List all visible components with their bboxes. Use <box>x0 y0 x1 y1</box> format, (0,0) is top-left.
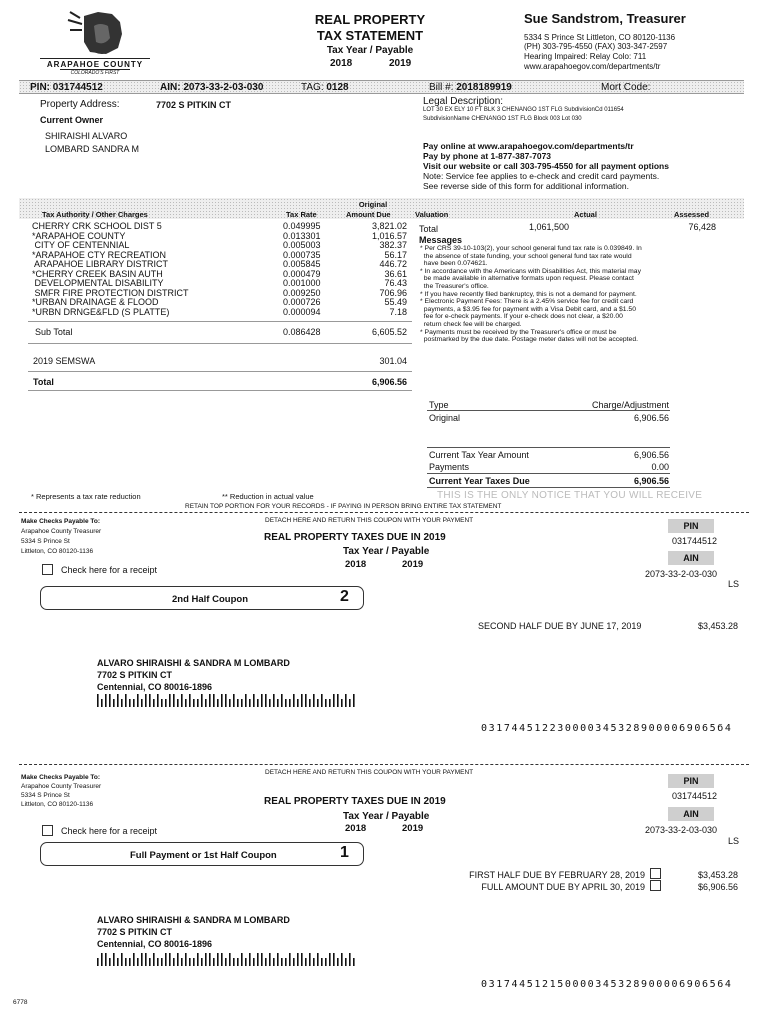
statement-title-1: REAL PROPERTY <box>314 12 426 27</box>
tax-rows <box>0 221 420 316</box>
message-line: the absence of state funding, your school general fund tax rate would <box>420 252 632 260</box>
th-amount-due: Amount Due <box>346 210 391 219</box>
message-line: be made available in alternative formats upon request. Please contact <box>420 275 634 283</box>
current-year-amount: 6,906.56 <box>633 450 669 460</box>
c1-first-half-line: FIRST HALF DUE BY FEBRUARY 28, 2019 <box>469 870 645 880</box>
c1-coupon-number: 1 <box>340 844 349 861</box>
c1-payee-1: Arapahoe County Treasurer <box>21 783 102 790</box>
c1-ain: 2073-33-2-03-030 <box>644 825 717 835</box>
c2-ain-label: AIN <box>668 551 714 565</box>
owner-2: LOMBARD SANDRA M <box>45 144 140 154</box>
message-line: payments, a $3.95 fee for payment with a Visa Debit card, and a $1.50 <box>420 305 636 313</box>
payments-amount: 0.00 <box>651 462 669 472</box>
ain-text: AIN: 2073-33-2-03-030 <box>160 82 264 93</box>
property-address-label: Property Address: <box>40 99 120 110</box>
c1-ain-label: AIN <box>668 807 714 821</box>
row-authority: DEVELOPMENTAL DISABILITY <box>32 278 164 288</box>
row-amount: 3,821.02 <box>371 221 407 231</box>
form-number: 6778 <box>13 999 28 1006</box>
c2-year-label: Tax Year / Payable <box>343 546 430 557</box>
adjust-due-line <box>427 473 670 474</box>
c1-receipt-checkbox[interactable] <box>42 825 53 836</box>
row-rate: 0.001000 <box>283 278 321 288</box>
semswa-amount: 301.04 <box>379 356 407 366</box>
c2-postal-barcode <box>97 694 359 707</box>
table-row <box>0 221 420 231</box>
c2-year-1: 2018 <box>345 559 367 570</box>
rate-reduction-note: * Represents a tax rate reduction <box>31 492 141 501</box>
bill-label: Bill #: <box>429 82 454 93</box>
bill-value: 2018189919 <box>456 82 512 93</box>
subtotal-label: Sub Total <box>35 327 73 337</box>
valuation-actual: 1,061,500 <box>529 222 570 232</box>
c1-full-amount: $6,906.56 <box>697 882 738 892</box>
message-line: * Electronic Payment Fees: There is a 2.45% service fee for credit card <box>420 298 634 306</box>
row-rate: 0.009250 <box>283 287 321 298</box>
treasurer-name: Sue Sandstrom, Treasurer <box>524 11 686 26</box>
valuation-total-label: Total <box>419 224 439 234</box>
row-authority: *ARAPAHOE COUNTY <box>32 230 126 241</box>
table-row <box>0 240 420 250</box>
table-row <box>0 269 420 279</box>
only-notice: THIS IS THE ONLY NOTICE THAT YOU WILL RECEIVE <box>437 490 703 501</box>
ain-number <box>160 82 263 93</box>
message-line: postmarked by the due date. Postage meter dates will not be accepted. <box>420 336 639 344</box>
statement-title-2: TAX STATEMENT <box>316 28 424 43</box>
row-authority: CITY OF CENTENNIAL <box>32 240 130 250</box>
tag-label: TAG: <box>301 82 324 93</box>
th-rate: Tax Rate <box>286 210 317 219</box>
c2-receipt-checkbox[interactable] <box>42 564 53 575</box>
c1-coupon-label: Full Payment or 1st Half Coupon <box>130 850 277 861</box>
tax-year: 2018 <box>330 58 353 69</box>
c2-mail-city: Centennial, CO 80016-1896 <box>97 682 213 692</box>
barcode-icon <box>97 694 359 707</box>
c1-first-half-amount: $3,453.28 <box>697 870 738 880</box>
c1-full-amount-line: FULL AMOUNT DUE BY APRIL 30, 2019 <box>481 882 645 892</box>
c2-detach: DETACH HERE AND RETURN THIS COUPON WITH YOUR PAYMENT <box>265 517 474 524</box>
row-rate: 0.013301 <box>283 230 321 241</box>
legal-description-1: LOT 30 EX ELY 10 FT BLK 3 CHENANGO 1ST FLG SubdivisionCd 011654 <box>423 107 624 113</box>
c2-coupon-number: 2 <box>340 588 349 605</box>
row-amount: 55.49 <box>384 297 407 307</box>
c1-ls: LS <box>728 836 740 846</box>
c2-mail-name: ALVARO SHIRAISHI & SANDRA M LOMBARD <box>97 658 290 668</box>
row-rate: 0.000735 <box>283 249 321 260</box>
row-amount: 76.43 <box>384 278 407 288</box>
c2-due-line: SECOND HALF DUE BY JUNE 17, 2019 <box>478 621 642 631</box>
semswa-label: 2019 SEMSWA <box>33 356 96 366</box>
message-line: fee for e-check payments. If your e-check does not clear, a $20.00 <box>420 313 623 321</box>
row-authority: *URBN DRNGE&FLD (S PLATTE) <box>32 306 170 317</box>
subtotal-amount: 6,605.52 <box>371 327 407 337</box>
legal-description-2: SubdivisionName CHENANGO 1ST FLG Block 003 Lot 030 <box>423 116 582 122</box>
c2-ls: LS <box>728 579 740 589</box>
table-row <box>0 288 420 298</box>
c2-scanline: 0317445122300003453289000069065б4 <box>481 723 733 734</box>
c1-payee-2: 5334 S Prince St <box>21 792 70 799</box>
table-row <box>0 231 420 241</box>
messages-label: Messages <box>419 235 463 245</box>
payments-label: Payments <box>429 462 470 472</box>
barcode-icon <box>97 953 359 966</box>
message-line: have been 0.074621. <box>420 260 488 268</box>
c1-year-1: 2018 <box>345 823 367 834</box>
c1-mail-name: ALVARO SHIRAISHI & SANDRA M LOMBARD <box>97 915 290 925</box>
table-row <box>0 297 420 307</box>
c1-payable-to: Make Checks Payable To: <box>21 774 100 781</box>
c1-title: REAL PROPERTY TAXES DUE IN 2019 <box>264 796 446 807</box>
tax-year-label: Tax Year / Payable <box>326 45 414 56</box>
c1-mail-street: 7702 S PITKIN CT <box>97 927 173 937</box>
c2-pin: 031744512 <box>671 536 717 546</box>
treasurer-hearing: Hearing Impaired: Relay Colo: 711 <box>524 52 647 61</box>
th-valuation: Valuation <box>415 210 449 219</box>
row-amount: 446.72 <box>379 259 407 269</box>
total-label: Total <box>33 377 54 387</box>
message-line: * Payments must be received by the Treasurer's office or must be <box>420 328 617 336</box>
row-rate: 0.000094 <box>283 306 321 317</box>
table-row <box>0 259 420 269</box>
actual-reduction-note: ** Reduction in actual value <box>222 492 314 501</box>
table-row <box>0 278 420 288</box>
total-line <box>28 371 412 372</box>
c1-detach: DETACH HERE AND RETURN THIS COUPON WITH YOUR PAYMENT <box>265 769 474 776</box>
payable-year: 2019 <box>389 58 412 69</box>
current-owner-label: Current Owner <box>40 115 104 125</box>
th-authority: Tax Authority / Other Charges <box>42 210 148 219</box>
row-authority: *URBAN DRAINAGE & FLOOD <box>32 297 159 307</box>
row-amount: 56.17 <box>384 249 407 260</box>
th-actual: Actual <box>574 210 597 219</box>
row-authority: CHERRY CRK SCHOOL DIST 5 <box>32 221 162 231</box>
row-amount: 7.18 <box>389 306 407 317</box>
pay-online: Pay online at www.arapahoegov.com/departments/tr <box>423 141 634 151</box>
message-line: the Treasurer's office. <box>420 282 489 290</box>
arapahoe-logo <box>40 8 150 76</box>
adjust-bottom-line <box>427 487 670 488</box>
c2-payable-to: Make Checks Payable To: <box>21 518 100 525</box>
semswa-line <box>28 343 412 344</box>
message-line: * If you have recently filed bankruptcy, this is not a demand for payment. <box>420 290 637 298</box>
row-rate: 0.000726 <box>283 297 321 307</box>
c2-ain: 2073-33-2-03-030 <box>644 569 717 579</box>
c1-postal-barcode <box>97 953 359 966</box>
subtotal-rate: 0.086428 <box>283 327 321 337</box>
adjust-charge-label: Charge/Adjustment <box>591 400 669 410</box>
adjust-original-label: Original <box>429 413 461 423</box>
message-line: * In accordance with the Americans with Disabilities Act, this material may <box>420 267 641 275</box>
c1-receipt-label: Check here for a receipt <box>61 826 158 836</box>
row-amount: 1,016.57 <box>371 230 407 241</box>
total-amount: 6,906.56 <box>371 377 407 387</box>
treasurer-phone: (PH) 303-795-4550 (FAX) 303-347-2597 <box>524 42 668 51</box>
bill-number <box>429 82 512 93</box>
messages-block <box>420 245 720 344</box>
pin-number: PIN: 031744512 <box>30 82 103 93</box>
tear-line <box>19 764 749 765</box>
chief-head-icon <box>40 8 150 56</box>
reverse-side-note: See reverse side of this form for additional information. <box>423 181 629 191</box>
c1-year-label: Tax Year / Payable <box>343 811 430 822</box>
c1-pin-label: PIN <box>668 774 714 788</box>
row-rate: 0.005003 <box>283 240 321 250</box>
c2-title: REAL PROPERTY TAXES DUE IN 2019 <box>264 532 446 543</box>
c2-pin-label: PIN <box>668 519 714 533</box>
c2-payee-2: 5334 S Prince St <box>21 538 70 545</box>
taxes-due-amount: 6,906.56 <box>633 476 669 486</box>
row-authority: *CHERRY CREEK BASIN AUTH <box>32 268 163 279</box>
tag-value: 0128 <box>326 82 349 93</box>
tear-line <box>19 512 749 513</box>
message-line: return check fee will be charged. <box>420 320 522 328</box>
th-original: Original <box>358 200 388 209</box>
total-underline <box>28 390 412 391</box>
table-row <box>0 250 420 260</box>
table-row <box>0 307 420 317</box>
adjust-original-amount: 6,906.56 <box>633 413 669 423</box>
treasurer-address: 5334 S Prince St Littleton, CO 80120-1136 <box>524 33 676 42</box>
taxes-due-label: Current Year Taxes Due <box>429 476 530 486</box>
row-authority: SMFR FIRE PROTECTION DISTRICT <box>32 287 189 298</box>
valuation-assessed: 76,428 <box>688 222 716 232</box>
logo-county-name: ARAPAHOE COUNTY <box>40 58 150 69</box>
c2-due-amount: $3,453.28 <box>697 621 738 631</box>
row-amount: 36.61 <box>384 268 407 279</box>
c2-mail-street: 7702 S PITKIN CT <box>97 670 173 680</box>
treasurer-website: www.arapahoegov.com/departments/tr <box>524 62 661 71</box>
row-amount: 706.96 <box>379 287 407 298</box>
owner-1: SHIRAISHI ALVARO <box>45 131 128 141</box>
c2-receipt-label: Check here for a receipt <box>61 565 158 575</box>
c2-coupon-label: 2nd Half Coupon <box>172 594 248 605</box>
pay-phone: Pay by phone at 1-877-387-7073 <box>423 151 552 161</box>
adjust-header-line <box>427 410 670 411</box>
c1-year-2: 2019 <box>402 823 424 834</box>
mort-code: Mort Code: <box>601 82 651 93</box>
c2-payee-1: Arapahoe County Treasurer <box>21 528 102 535</box>
c1-mail-city: Centennial, CO 80016-1896 <box>97 939 213 949</box>
row-rate: 0.005845 <box>283 259 321 269</box>
adjust-type-label: Type <box>429 400 449 410</box>
c2-year-2: 2019 <box>402 559 424 570</box>
c1-scanline: 031744512150000345328900006906564 <box>481 979 733 990</box>
c2-payee-3: Littleton, CO 80120-1136 <box>21 548 94 555</box>
property-address: 7702 S PITKIN CT <box>156 100 232 110</box>
row-authority: ARAPAHOE LIBRARY DISTRICT <box>32 259 169 269</box>
row-amount: 382.37 <box>379 240 407 250</box>
row-rate: 0.000479 <box>283 268 321 279</box>
row-authority: *ARAPAHOE CTY RECREATION <box>32 249 167 260</box>
retain-note: RETAIN TOP PORTION FOR YOUR RECORDS - IF PAYING IN PERSON BRING ENTIRE TAX STATEMENT <box>185 503 502 510</box>
current-year-label: Current Tax Year Amount <box>429 450 529 460</box>
tag-number <box>301 82 349 93</box>
service-fee-note: Note: Service fee applies to e-check and credit card payments. <box>423 171 660 181</box>
logo-tagline: COLORADO'S FIRST <box>60 69 130 76</box>
row-rate: 0.049995 <box>283 221 321 231</box>
legal-description-label: Legal Description: <box>423 96 504 107</box>
th-assessed: Assessed <box>674 210 710 219</box>
subtotal-line <box>28 321 412 322</box>
c1-pin: 031744512 <box>671 791 717 801</box>
adjust-current-line <box>427 447 670 448</box>
c1-payee-3: Littleton, CO 80120-1136 <box>21 801 94 808</box>
message-line: * Per CRS 39-10-103(2), your school general fund tax rate is 0.039849. In <box>420 245 642 252</box>
pay-options: Visit our website or call 303-795-4550 for all payment options <box>423 161 669 171</box>
